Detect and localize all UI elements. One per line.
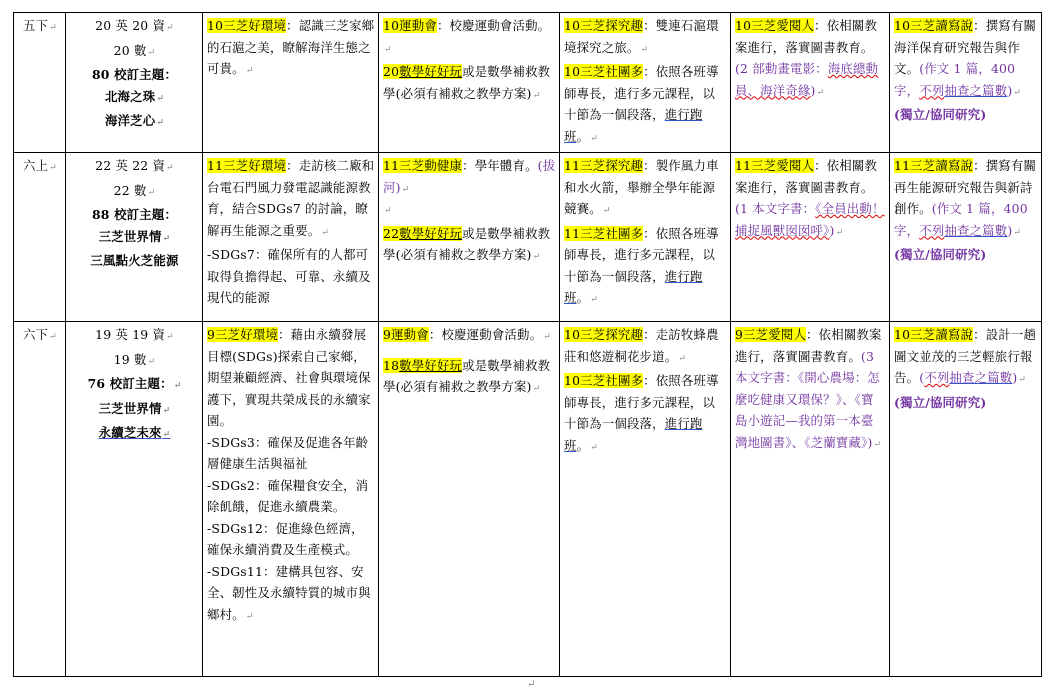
reading-cell: 11三芝愛閱人：依相關教案進行，落實圖書教育。(1 本文字書：《全員出動！捕捉風獸囡囡呼》)↵ xyxy=(731,153,890,322)
writing-cell: 10三芝讀寫說：撰寫有關海洋保育研究報告與作文。(作文 1 篇，400 字，不列抽查之篇數)↵ (獨立/協同研究) xyxy=(890,13,1042,153)
reading-cell: 9三芝愛閱人：依相關教案進行，落實圖書教育。(3 本文字書：《開心農場：怎麼吃健康又環保？》、《寶島小遊記—我的第一本臺灣地圖書》、《芝蘭寶藏》)↵ xyxy=(731,322,890,677)
grade-cell: 六上↵ xyxy=(14,153,66,322)
reading-cell: 10三芝愛閱人：依相關教案進行，落實圖書教育。(2 部動畫電影：海底總動員、海洋奇緣)↵ xyxy=(731,13,890,153)
lesson-count-cell: 22 英 22 資↵ 22 數↵ 88 校訂主題： 三芝世界情↵ 三風點火芝能源 xyxy=(66,153,203,322)
sports-math-cell: 10運動會：校慶運動會活動。↵ 20數學好好玩或是數學補救教學(必須有補救之教學方案)↵ xyxy=(379,13,560,153)
inquiry-club-cell: 10三芝探究趣：走訪牧蜂農莊和悠遊桐花步道。↵ 10三芝社團多：依照各班導師專長，進行多元課程，以十節為一個段落，進行跑班。↵ xyxy=(560,322,731,677)
sports-math-cell: 11三芝動健康：學年體育。(拔河)↵ ↵ 22數學好好玩或是數學補救教學(必須有補救之教學方案)↵ xyxy=(379,153,560,322)
grade-cell: 五下↵ xyxy=(14,13,66,153)
paragraph-end-mark: ↵ xyxy=(527,679,536,690)
table-row xyxy=(14,322,1042,677)
inquiry-club-cell: 11三芝探究趣：製作風力車和水火箭，舉辦全學年能源競賽。↵ 11三芝社團多：依照各班導師專長，進行多元課程，以十節為一個段落，進行跑班。↵ xyxy=(560,153,731,322)
sports-math-cell: 9運動會：校慶運動會活動。↵ 18數學好好玩或是數學補救教學(必須有補救之教學方案)↵ xyxy=(379,322,560,677)
environment-cell: 11三芝好環境：走訪核二廠和台電石門風力發電認識能源教育，結合SDGs7 的討論，瞭解再生能源之重要。↵ -SDGs7：確保所有的人都可取得負擔得起、可靠、永續及現代的能源 xyxy=(203,153,379,322)
writing-cell: 11三芝讀寫說：撰寫有關再生能源研究報告與新詩創作。(作文 1 篇，400 字，不列抽查之篇數)↵ (獨立/協同研究) xyxy=(890,153,1042,322)
grade-cell: 六下↵ xyxy=(14,322,66,677)
lesson-count-cell: 20 英 20 資↵ 20 數↵ 80 校訂主題： 北海之珠↵ 海洋芝心↵ xyxy=(66,13,203,153)
inquiry-club-cell: 10三芝探究趣：雙連石滬環境探究之旅。↵ 10三芝社團多：依照各班導師專長，進行多元課程，以十節為一個段落，進行跑班。↵ xyxy=(560,13,731,153)
environment-cell: 9三芝好環境：藉由永續發展目標(SDGs)探索自己家鄉，期望兼顧經濟、社會與環境保護下，實現共榮成長的永續家園。 -SDGs3：確保及促進各年齡層健康生活與福祉 -SDGs2：確保糧食安全，消除飢餓，促進永續農業。 -SDGs12：促進綠色經濟，確保永續消費及生產模式。 -SDGs11：建構具包容、安全、韌性及永續特質的城市與鄉村。↵ xyxy=(203,322,379,677)
lesson-count-cell: 19 英 19 資↵ 19 數↵ 76 校訂主題：↵ 三芝世界情↵ 永續芝未來↵ xyxy=(66,322,203,677)
writing-cell: 10三芝讀寫說：設計一趟圖文並茂的三芝輕旅行報告。(不列抽查之篇數)↵ (獨立/協同研究) xyxy=(890,322,1042,677)
environment-cell: 10三芝好環境：認識三芝家鄉的石滬之美，瞭解海洋生態之可貴。↵ xyxy=(203,13,379,153)
table-row xyxy=(14,13,1042,153)
table-row xyxy=(14,153,1042,322)
curriculum-table xyxy=(13,12,1042,677)
